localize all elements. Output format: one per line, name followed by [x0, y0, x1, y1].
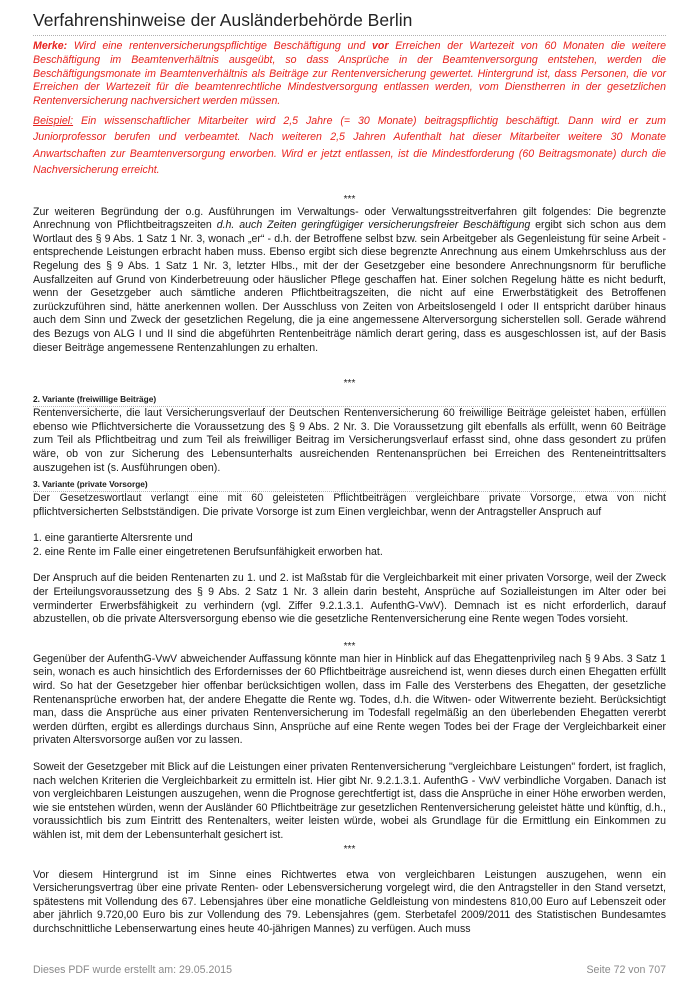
note-label: Merke:	[33, 40, 68, 52]
list-item: 2. eine Rente im Falle einer eingetretenen Berufsunfähigkeit erworben hat.	[33, 545, 383, 558]
example-box	[33, 113, 666, 179]
section-voluntary-text	[33, 407, 666, 475]
section-private	[33, 492, 666, 936]
section3-paragraph-5: Vor diesem Hintergrund ist im Sinne eines Richtwertes etwa von vergleichbaren Leistungen auszugehen, wenn ein Versicherungsvertrag über eine private Renten- oder Lebensversicherung vorgelegt wird, die den Antragsteller in den Stand versetzt, spätestens mit Vollendung des 67. Lebensjahres über eine monatliche Geldleistung von mindestens 810,00 Euro auf Lebenszeit oder aber jährlich 9.720,00 Euro bis zur Vollendung des 79. Lebensjahres (gem. Sterbetafel 2009/2011 des Statistischen Bundesamtes durchschnittliche Lebenserwartung eines heute 40-jährigen Mannes) zu verfügen. Auch muss	[33, 868, 666, 935]
note-text-2: Erreichen der Wartezeit von 60 Monaten die weitere Beschäftigung im Beamtenverhältnis ausgeübt, so dass Ansprüche in der Beamtenversorgung entstehen, werden die Beschäftigungsmonate im Beamtenverhältnis als Beiträge zur Rentenversicherung gewertet. Hintergrund ist, dass Personen, die vor Erreichen der Wartezeit für die beamtenrechtliche Mindestversorgung entlassen werden, vom Dienstherren in der gesetzlichen Rentenversicherung nachversichert werden müssen.	[33, 40, 666, 108]
footer-page-number: Seite 72 von 707	[586, 964, 666, 976]
section3-paragraph-4: Soweit der Gesetzgeber mit Blick auf die Leistungen einer privaten Rentenversicherung "vergleichbare Leistungen" fordert, ist fraglich, nach welchen Kriterien die Vergleichbarkeit zu ermitteln ist. Hier gibt Nr. 9.2.1.3.1. AufenthG - VwV verbindliche Vorgaben. Danach ist von vergleichbaren Leistungen auszugehen, wenn die Prognose gerechtfertigt ist, dass die Ansprüche in einer Höhe erworben werden, wie sie entstehen würden, wenn der Ausländer 60 Pflichtbeiträge zur gesetzlichen Rentenversicherung geleistet hätte und künftig, d.h., voraussichtlich bis zum Eintritt des Rentenalters, weiter leisten würde, wobei als Grundlage für die Ermittlung ein Einkommen zu wählen ist, mit dem der Lebensunterhalt gesichert ist.	[33, 761, 666, 841]
note-text-1: Wird eine rentenversicherungspflichtige Beschäftigung und	[67, 40, 372, 52]
note-paragraph	[33, 40, 666, 109]
section3-paragraph-2: Der Anspruch auf die beiden Rentenarten zu 1. und 2. ist Maßstab für die Vergleichbarkeit mit einer privaten Vorsorge, weil der Zweck der Erteilungsvoraussetzung des § 9 Abs. 2 Satz 1 Nr. 3 allein darin besteht, Ansprüche auf Sozialleistungen im Alter oder bei verminderter Erwerbsfähigkeit zu verhindern (vgl. Ziffer 9.2.1.3.1. AufenthG-VwV). Demnach ist es nicht erforderlich, darauf abzustellen, ob die private Altersversorgung ebenso wie die gesetzliche Rentenversicherung eine Rente wegen Todes vorsieht.	[33, 572, 666, 626]
example-text: Ein wissenschaftlicher Mitarbeiter wird 2,5 Jahre (= 30 Monate) beitragspflichtig beschäftigt. Dann wird er zum Juniorprofessor berufen und verbeamtet. Nach weiteren 2,5 Jahren Aufenthalt hat dieser Mitarbeiter weitere 30 Monate Anwartschaften zur Beamtenversorgung erworben. Wird er jetzt entlassen, ist die Mindestforderung (60 Beitragsmonate) durch die Nachversicherung erreicht.	[33, 114, 666, 177]
paragraph-justification	[33, 206, 666, 356]
footer-created-date: Dieses PDF wurde erstellt am: 29.05.2015	[33, 964, 233, 976]
example-paragraph	[33, 113, 666, 179]
section3-intro: Der Gesetzeswortlaut verlangt eine mit 60 geleisteten Pflichtbeiträgen vergleichbare private Vorsorge, etwa von nicht pflichtversicherten Selbstständigen. Die private Vorsorge ist zum Einen vergleichbar, wenn der Antragsteller Anspruch auf	[33, 492, 666, 518]
section2-paragraph: Rentenversicherte, die laut Versicherungsverlauf der Deutschen Rentenversicherung 60 freiwillige Beiträge geleistet haben, erfüllen ebenso wie Pflichtversicherte die Voraussetzung des § 9 Abs. 2 Nr. 3. Die Voraussetzung gilt ebenfalls als erfüllt, wenn 60 Beiträge zum Teil als Pflichtbeitrag und zum Teil als freiwilliger Beitrag im Versicherungsverlauf erfasst sind, ohne dass gesondert zu prüfen wäre, ob von zur Sicherung des Lebensunterhalts ausreichenden Rentenansprüchen bei Erreichen des Renteneintrittsalters auszugehen ist (s. Ausführungen oben).	[33, 407, 666, 474]
separator: ***	[343, 640, 356, 652]
para1-text-a: Zur weiteren Begründung der o.g. Ausführungen im Verwaltungs- oder Verwaltungsstreitverfahren gilt folgendes: Die begrenzte Anrechnung von Pflichtbeitragszeiten	[33, 205, 666, 232]
page-title: Verfahrenshinweise der Ausländerbehörde Berlin	[33, 10, 666, 36]
para1-italic: d.h. auch Zeiten geringfügiger versicherungsfreier Beschäftigung	[216, 219, 531, 232]
example-label: Beispiel:	[33, 114, 74, 127]
note-box	[33, 40, 666, 109]
note-emphasis: vor	[371, 40, 389, 52]
para1-text-b: ergibt sich schon aus dem Wortlaut des § 9 Abs. 1 Satz 1 Nr. 3, wonach „er“ - d.h. der Betroffene selbst bzw. sein Arbeitgeber als Gegenleistung für seine Arbeit - entsprechende Leistungen erbracht haben muss. Ebenso ergibt sich diese begrenzte Anrechnung aus einem Umkehrschluss aus der Regelung des § 9 Abs. 1 Satz 1 Nr. 3, letzter Hlbs., mit der der Gesetzgeber eine besondere Anrechnungsnorm für berufliche Ausfallzeiten auf Grund von Kinderbetreuung oder häuslicher Pflege geschaffen hat. Einer solchen Regelung hätte es nicht bedurft, wenn der Gesetzgeber auch sämtliche anderen Pflichtbeitragszeiten, die nicht auf eine Erwerbstätigkeit des Betroffenen zurückzuführen sind, hätte anerkennen wollen. Der Ausschluss von Zeiten von Arbeitslosengeld I oder II entspricht darüber hinaus auch dem Sinn und Zweck der gesetzlichen Regelung, die ja eine angemessene Alterversorgung sicherstellen soll. Gerade während des Bezugs von ALG I und II sind die abgeführten Rentenbeiträge nämlich derart gering, dass es ausgeschlossen ist, auf der Basis dieser Beiträge angemessene Rentenzahlungen zu erhalten.	[33, 219, 667, 354]
section-heading-voluntary: 2. Variante (freiwillige Beiträge)	[33, 394, 666, 407]
list-item: 1. eine garantierte Altersrente und	[33, 532, 193, 545]
document-page	[33, 10, 666, 937]
section-heading-private: 3. Variante (private Vorsorge)	[33, 479, 666, 492]
page-footer	[33, 964, 666, 976]
separator: ***	[343, 193, 356, 205]
separator: ***	[343, 378, 356, 390]
separator: ***	[343, 843, 356, 855]
section3-paragraph-3: Gegenüber der AufenthG-VwV abweichender Auffassung könnte man hier in Hinblick auf das Ehegattenprivileg nach § 9 Abs. 3 Satz 1 sein, wonach es auch hinsichtlich des Erfordernisses der 60 Pflichtbeiträge ausreichend ist, wenn dieses durch einen Ehegatten erfüllt wird. So hat der Gesetzgeber hier offenbar berücksichtigen wollen, dass im Falle des Versterbens des Ehegatten, der gesetzliche Rentenansprüche erworben hat, der andere Ehegatte die Rente wg. Todes, d.h. die Witwen- oder Witwerrente bezieht. Berücksichtigt man, dass die Ansprüche aus einer privaten Rentenversicherung im Todesfall regelmäßig an den überlebenden Ehegatten vererbt werden dürften, ergibt es allerdings durchaus Sinn, Ansprüche auf eine Rente wegen Todes bei der Frage der Vergleichbarkeit einer privaten Altersvorsorge außen vor zu lassen.	[33, 652, 666, 747]
